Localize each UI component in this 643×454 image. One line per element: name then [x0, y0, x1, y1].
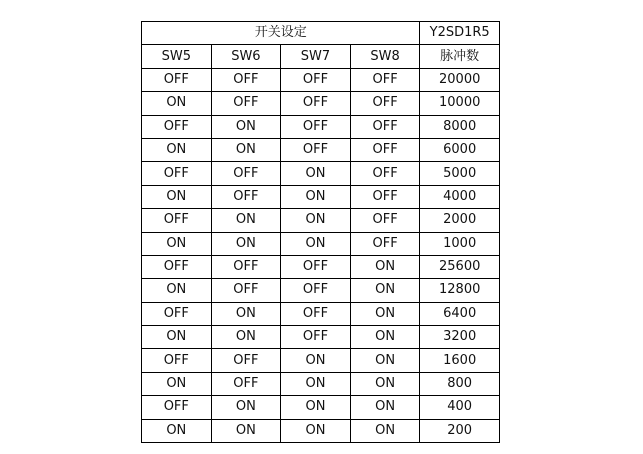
- table-row: [142, 138, 500, 161]
- cell-sw8: OFF: [350, 115, 420, 138]
- cell-sw5: ON: [142, 92, 212, 115]
- switch-settings-table: [141, 21, 500, 443]
- cell-sw8: ON: [350, 396, 420, 419]
- table-row: [142, 302, 500, 325]
- cell-sw8: ON: [350, 419, 420, 442]
- cell-sw7: OFF: [281, 68, 351, 91]
- cell-pulse-count: 1600: [420, 349, 500, 372]
- cell-sw6: ON: [211, 396, 281, 419]
- cell-sw6: ON: [211, 326, 281, 349]
- cell-sw7: ON: [281, 349, 351, 372]
- cell-pulse-count: 200: [420, 419, 500, 442]
- cell-sw6: OFF: [211, 255, 281, 278]
- table-row: [142, 162, 500, 185]
- cell-sw6: ON: [211, 419, 281, 442]
- cell-pulse-count: 4000: [420, 185, 500, 208]
- cell-sw8: OFF: [350, 162, 420, 185]
- cell-sw7: ON: [281, 419, 351, 442]
- cell-sw8: OFF: [350, 232, 420, 255]
- cell-sw5: ON: [142, 138, 212, 161]
- cell-pulse-count: 3200: [420, 326, 500, 349]
- cell-sw5: ON: [142, 326, 212, 349]
- cell-sw6: OFF: [211, 92, 281, 115]
- column-header-sw5: SW5: [142, 45, 212, 68]
- table-row: [142, 279, 500, 302]
- cell-sw8: ON: [350, 372, 420, 395]
- cell-sw5: OFF: [142, 68, 212, 91]
- cell-sw6: OFF: [211, 162, 281, 185]
- cell-sw6: ON: [211, 138, 281, 161]
- cell-pulse-count: 1000: [420, 232, 500, 255]
- cell-sw7: ON: [281, 162, 351, 185]
- cell-sw7: OFF: [281, 115, 351, 138]
- cell-pulse-count: 25600: [420, 255, 500, 278]
- cell-sw6: ON: [211, 209, 281, 232]
- switch-settings-table-container: [141, 21, 499, 443]
- cell-sw6: OFF: [211, 185, 281, 208]
- cell-sw8: OFF: [350, 185, 420, 208]
- cell-sw7: ON: [281, 209, 351, 232]
- cell-pulse-count: 6400: [420, 302, 500, 325]
- cell-sw6: ON: [211, 302, 281, 325]
- cell-pulse-count: 400: [420, 396, 500, 419]
- cell-sw5: OFF: [142, 302, 212, 325]
- cell-sw6: OFF: [211, 68, 281, 91]
- cell-pulse-count: 12800: [420, 279, 500, 302]
- table-row: [142, 68, 500, 91]
- table-row: [142, 232, 500, 255]
- model-header: Y2SD1R5: [420, 22, 500, 45]
- cell-pulse-count: 2000: [420, 209, 500, 232]
- cell-sw7: ON: [281, 232, 351, 255]
- table-body: [142, 68, 500, 442]
- cell-sw5: ON: [142, 279, 212, 302]
- cell-sw7: ON: [281, 396, 351, 419]
- table-row: [142, 92, 500, 115]
- table-row: [142, 209, 500, 232]
- cell-sw7: OFF: [281, 255, 351, 278]
- cell-sw5: ON: [142, 372, 212, 395]
- cell-pulse-count: 10000: [420, 92, 500, 115]
- table-row: [142, 185, 500, 208]
- cell-pulse-count: 800: [420, 372, 500, 395]
- cell-sw5: ON: [142, 185, 212, 208]
- column-header-sw8: SW8: [350, 45, 420, 68]
- cell-pulse-count: 8000: [420, 115, 500, 138]
- cell-sw8: OFF: [350, 209, 420, 232]
- cell-pulse-count: 5000: [420, 162, 500, 185]
- cell-sw5: OFF: [142, 349, 212, 372]
- cell-sw7: OFF: [281, 302, 351, 325]
- cell-sw6: OFF: [211, 279, 281, 302]
- column-header-sw6: SW6: [211, 45, 281, 68]
- cell-pulse-count: 6000: [420, 138, 500, 161]
- cell-sw7: OFF: [281, 138, 351, 161]
- table-group-header-row: [142, 22, 500, 45]
- cell-sw5: ON: [142, 419, 212, 442]
- cell-sw6: ON: [211, 115, 281, 138]
- cell-sw8: OFF: [350, 68, 420, 91]
- cell-sw5: OFF: [142, 209, 212, 232]
- cell-sw8: ON: [350, 349, 420, 372]
- cell-sw8: ON: [350, 255, 420, 278]
- table-row: [142, 349, 500, 372]
- table-column-header-row: [142, 45, 500, 68]
- cell-sw7: OFF: [281, 326, 351, 349]
- cell-sw7: OFF: [281, 279, 351, 302]
- switch-settings-header: 开关设定: [142, 22, 420, 45]
- table-row: [142, 396, 500, 419]
- cell-sw5: OFF: [142, 255, 212, 278]
- cell-sw7: ON: [281, 372, 351, 395]
- cell-sw8: ON: [350, 279, 420, 302]
- cell-sw8: ON: [350, 326, 420, 349]
- table-row: [142, 419, 500, 442]
- cell-sw5: ON: [142, 232, 212, 255]
- table-row: [142, 255, 500, 278]
- column-header-pulse-count: 脉冲数: [420, 45, 500, 68]
- cell-sw5: OFF: [142, 396, 212, 419]
- cell-sw8: OFF: [350, 138, 420, 161]
- column-header-sw7: SW7: [281, 45, 351, 68]
- cell-sw6: ON: [211, 232, 281, 255]
- table-row: [142, 115, 500, 138]
- cell-sw5: OFF: [142, 115, 212, 138]
- cell-pulse-count: 20000: [420, 68, 500, 91]
- cell-sw6: OFF: [211, 349, 281, 372]
- table-row: [142, 326, 500, 349]
- cell-sw7: OFF: [281, 92, 351, 115]
- cell-sw8: ON: [350, 302, 420, 325]
- cell-sw7: ON: [281, 185, 351, 208]
- cell-sw8: OFF: [350, 92, 420, 115]
- cell-sw6: OFF: [211, 372, 281, 395]
- table-row: [142, 372, 500, 395]
- cell-sw5: OFF: [142, 162, 212, 185]
